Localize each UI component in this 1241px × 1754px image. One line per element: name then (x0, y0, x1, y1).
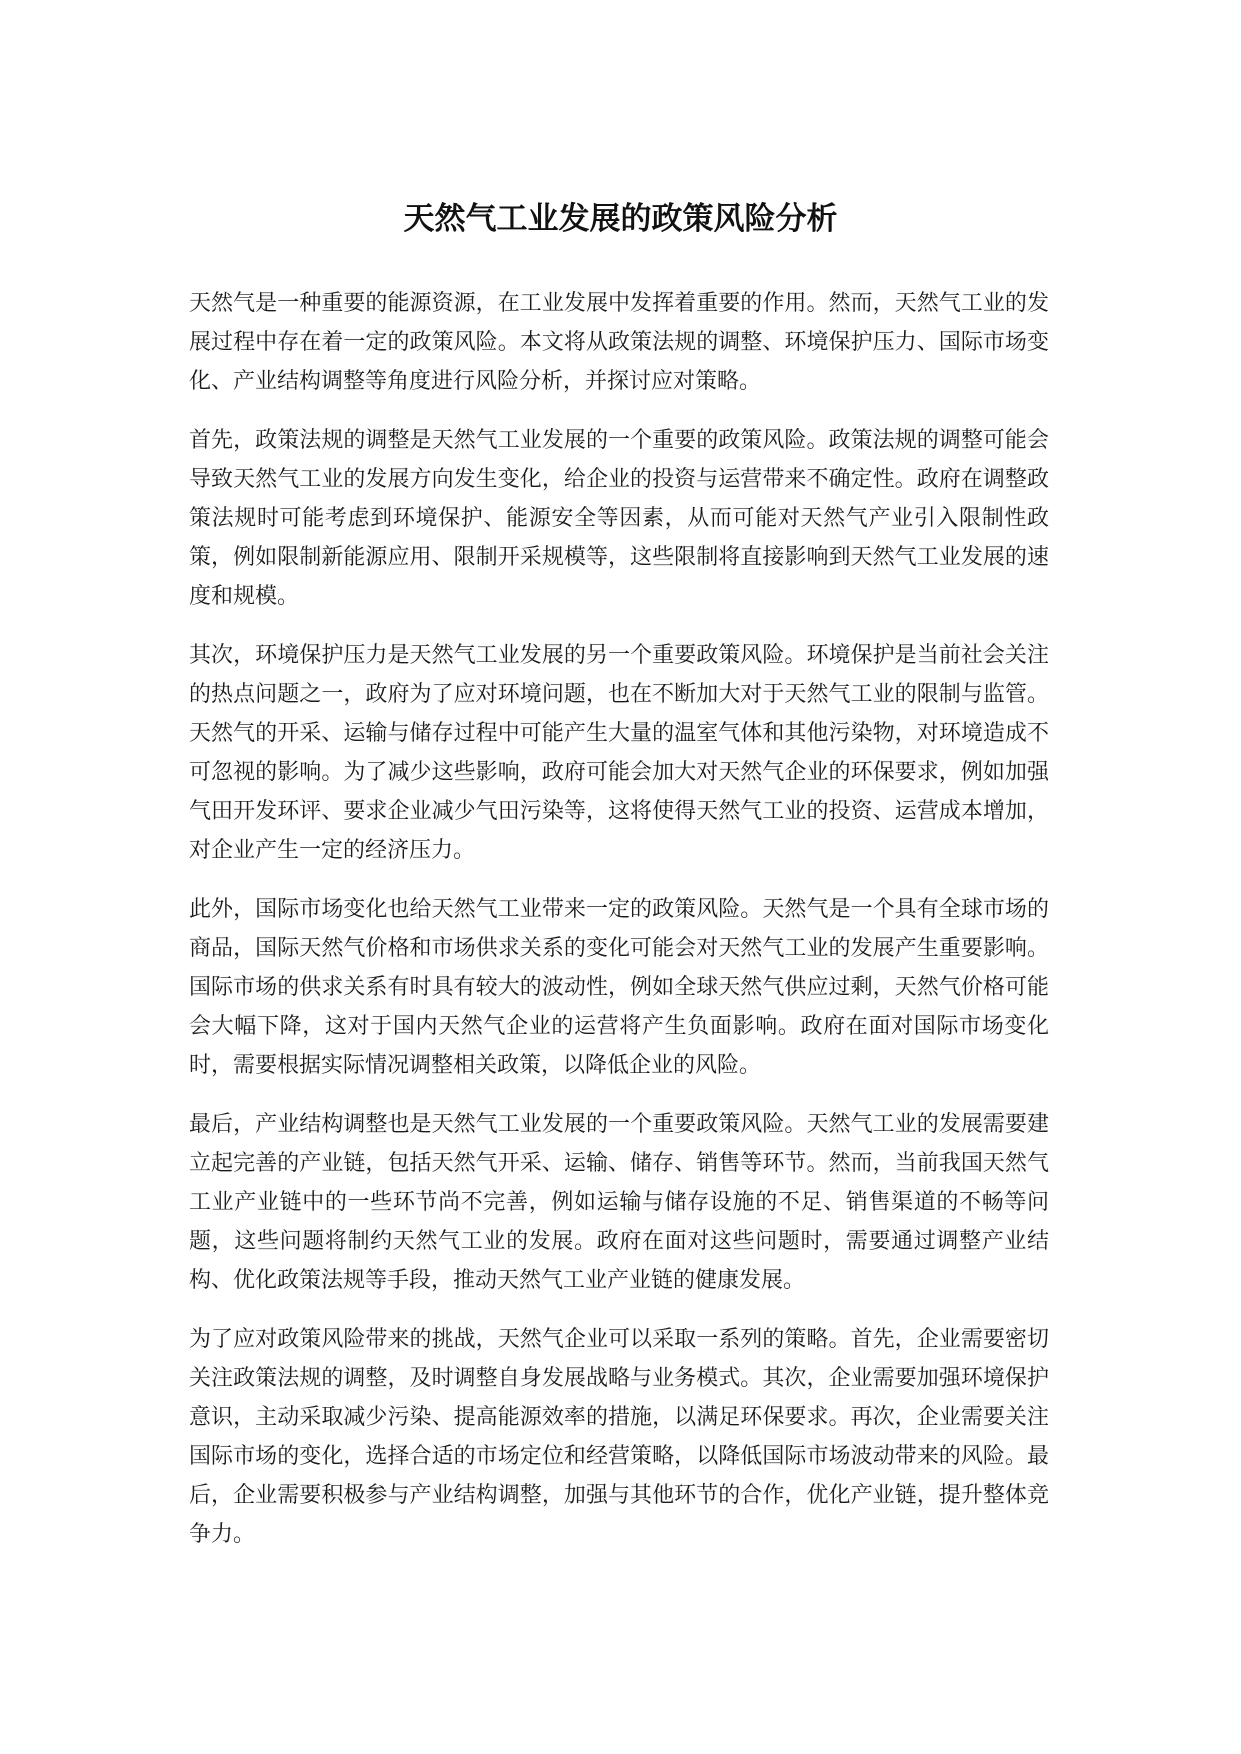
paragraph-policy-regulation: 首先，政策法规的调整是天然气工业发展的一个重要的政策风险。政策法规的调整可能会导致天然气工业的发展方向发生变化，给企业的投资与运营带来不确定性。政府在调整政策法规时可能考虑到环境保护、能源安全等因素，从而可能对天然气产业引入限制性政策，例如限制新能源应用、限制开采规模等，这些限制将直接影响到天然气工业发展的速度和规模。 (189, 428, 1049, 609)
paragraph-countermeasures: 为了应对政策风险带来的挑战，天然气企业可以采取一系列的策略。首先，企业需要密切关注政策法规的调整，及时调整自身发展战略与业务模式。其次，企业需要加强环境保护意识，主动采取减少污染、提高能源效率的措施，以满足环保要求。再次，企业需要关注国际市场的变化，选择合适的市场定位和经营策略，以降低国际市场波动带来的风险。最后，企业需要积极参与产业结构调整，加强与其他环节的合作，优化产业链，提升整体竞争力。 (189, 1327, 1049, 1547)
document-title: 天然气工业发展的政策风险分析 (403, 200, 838, 237)
paragraph-international-market: 此外，国际市场变化也给天然气工业带来一定的政策风险。天然气是一个具有全球市场的商品，国际天然气价格和市场供求关系的变化可能会对天然气工业的发展产生重要影响。国际市场的供求关系有时具有较大的波动性，例如全球天然气供应过剩，天然气价格可能会大幅下降，这对于国内天然气企业的运营将产生负面影响。政府在面对国际市场变化时，需要根据实际情况调整相关政策，以降低企业的风险。 (189, 897, 1049, 1078)
paragraph-industrial-structure: 最后，产业结构调整也是天然气工业发展的一个重要政策风险。天然气工业的发展需要建立起完善的产业链，包括天然气开采、运输、储存、销售等环节。然而，当前我国天然气工业产业链中的一些环节尚不完善，例如运输与储存设施的不足、销售渠道的不畅等问题，这些问题将制约天然气工业的发展。政府在面对这些问题时，需要通过调整产业结构、优化政策法规等手段，推动天然气工业产业链的健康发展。 (189, 1112, 1049, 1293)
document-body (189, 284, 1049, 1574)
paragraph-intro: 天然气是一种重要的能源资源，在工业发展中发挥着重要的作用。然而，天然气工业的发展过程中存在着一定的政策风险。本文将从政策法规的调整、环境保护压力、国际市场变化、产业结构调整等角度进行风险分析，并探讨应对策略。 (189, 291, 1049, 394)
paragraph-environmental-pressure: 其次，环境保护压力是天然气工业发展的另一个重要政策风险。环境保护是当前社会关注的热点问题之一，政府为了应对环境问题，也在不断加大对于天然气工业的限制与监管。天然气的开采、运输与储存过程中可能产生大量的温室气体和其他污染物，对环境造成不可忽视的影响。为了减少这些影响，政府可能会加大对天然气企业的环保要求，例如加强气田开发环评、要求企业减少气田污染等，这将使得天然气工业的投资、运营成本增加，对企业产生一定的经济压力。 (189, 643, 1049, 863)
